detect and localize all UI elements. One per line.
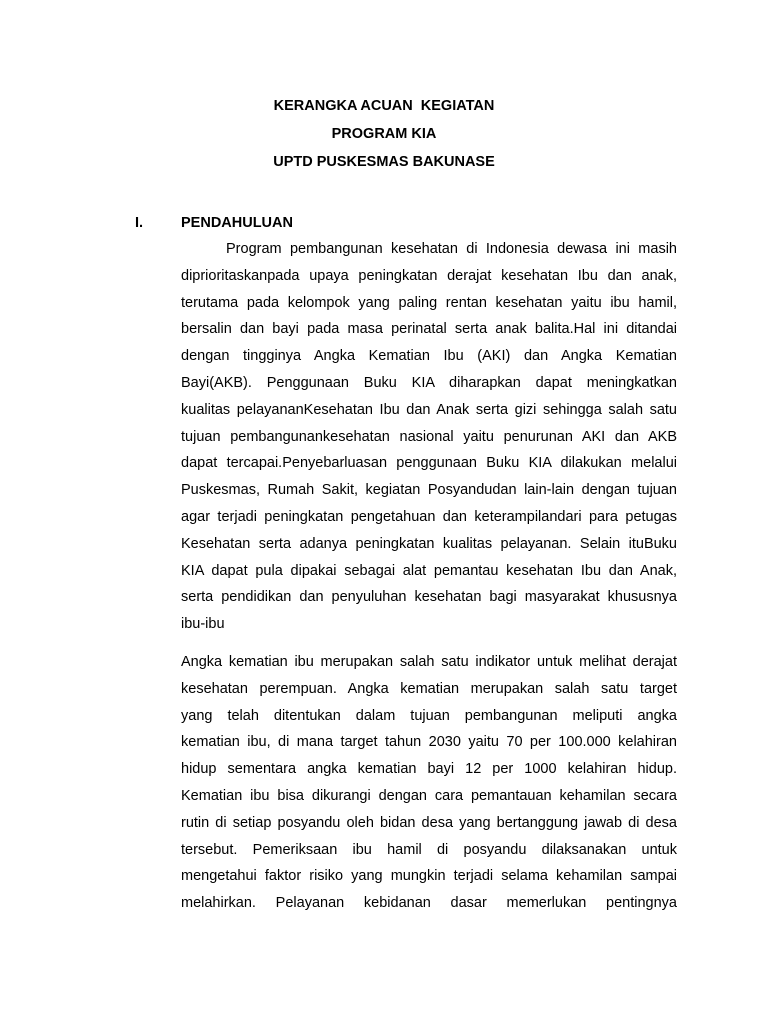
title-line: UPTD PUSKESMAS BAKUNASE (273, 154, 495, 170)
paragraph-line: yang telah ditentukan dalam tujuan pembangunan meliputi angka (181, 707, 677, 724)
paragraph-line: mengetahui faktor risiko yang mungkin terjadi selama kehamilan sampai (181, 868, 677, 885)
paragraph-line: agar terjadi peningkatan pengetahuan dan keterampilandari para petugas (181, 508, 677, 525)
section-heading (135, 212, 293, 234)
paragraph-line: Kematian ibu bisa dikurangi dengan cara pemantauan kehamilan secara (181, 787, 677, 804)
paragraph-line: Program pembangunan kesehatan di Indonesia dewasa ini masih (226, 241, 677, 257)
paragraph-line: tujuan pembangunankesehatan nasional yaitu penurunan AKI dan AKB (181, 428, 677, 445)
paragraph-line: kualitas pelayananKesehatan Ibu dan Anak serta gizi sehingga salah satu (181, 401, 677, 418)
paragraph-line: Angka kematian ibu merupakan salah satu indikator untuk melihat derajat (181, 654, 677, 670)
title-line: KERANGKA ACUAN KEGIATAN (273, 98, 495, 114)
paragraph-line: melahirkan. Pelayanan kebidanan dasar memerlukan pentingnya (181, 895, 677, 912)
paragraph-line: terutama pada kelompok yang paling rentan kesehatan yaitu ibu hamil, (181, 294, 677, 311)
paragraph-line: hidup sementara angka kematian bayi 12 per 1000 kelahiran hidup. (181, 761, 677, 778)
section-title: PENDAHULUAN (181, 215, 293, 231)
paragraph-line: dapat tercapai.Penyebarluasan penggunaan Buku KIA dilakukan melalui (181, 455, 677, 472)
paragraph-line: Bayi(AKB). Penggunaan Buku KIA diharapkan dapat meningkatkan (181, 374, 677, 391)
paragraph-line: Kesehatan serta adanya peningkatan kualitas pelayanan. Selain ituBuku (181, 535, 677, 552)
paragraph-line: kesehatan perempuan. Angka kematian merupakan salah satu target (181, 680, 677, 697)
title-line: PROGRAM KIA (331, 126, 437, 142)
paragraph-line: ibu-ibu (181, 616, 225, 633)
paragraph-line: dengan tingginya Angka Kematian Ibu (AKI) dan Angka Kematian (181, 348, 677, 365)
paragraph-introduction (181, 236, 677, 638)
paragraph-line: KIA dapat pula dipakai sebagai alat pemantau kesehatan Ibu dan Anak, (181, 562, 677, 579)
paragraph-line: serta pendidikan dan penyuluhan kesehatan bagi masyarakat khususnya (181, 589, 677, 606)
paragraph-line: Puskesmas, Rumah Sakit, kegiatan Posyandudan lain-lain dengan tujuan (181, 482, 677, 499)
paragraph-line: tersebut. Pemeriksaan ibu hamil di posyandu dilaksanakan untuk (181, 841, 677, 858)
section-number: I. (135, 215, 144, 231)
paragraph-line: rutin di setiap posyandu oleh bidan desa yang bertanggung jawab di desa (181, 814, 677, 831)
paragraph-line: diprioritaskanpada upaya peningkatan derajat kesehatan Ibu dan anak, (181, 267, 677, 284)
paragraph-line: bersalin dan bayi pada masa perinatal serta anak balita.Hal ini ditandai (181, 321, 677, 338)
paragraph-maternal-mortality (181, 649, 677, 917)
document-title (0, 92, 768, 176)
paragraph-line: kematian ibu, di mana target tahun 2030 yaitu 70 per 100.000 kelahiran (181, 734, 677, 751)
